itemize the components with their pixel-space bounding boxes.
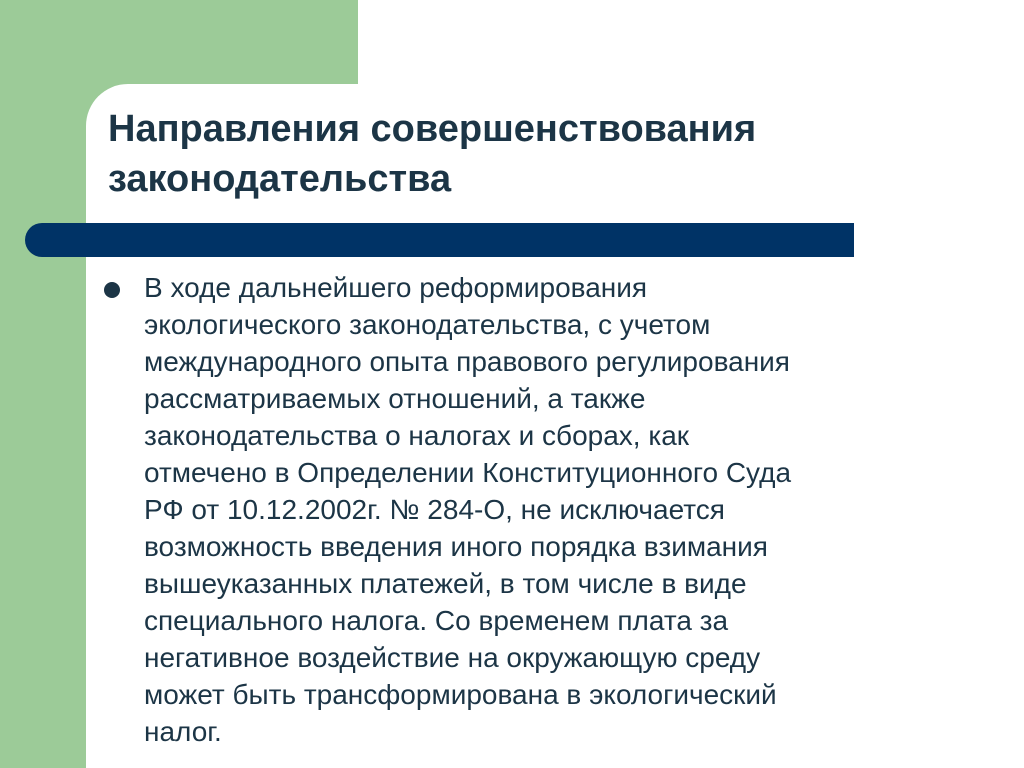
- title-underline-bar: [25, 223, 854, 257]
- slide-title: Направления совершенствования законодательства: [108, 108, 757, 200]
- bullet-text: В ходе дальнейшего реформирования экологического законодательства, с учетом международного опыта правового регулирования рассматриваемых отношений, а также законодательства о налогах и сборах, как отмечено в Определении Конституционного Суда РФ от 10.12.2002г. № 284-О, не исключается возможность введения иного порядка взимания вышеуказанных платежей, в том числе в виде специального налога. Со временем плата за негативное воздействие на окружающую среду может быть трансформирована в экологический налог.: [144, 272, 792, 747]
- bullet-dot-icon: [104, 282, 120, 298]
